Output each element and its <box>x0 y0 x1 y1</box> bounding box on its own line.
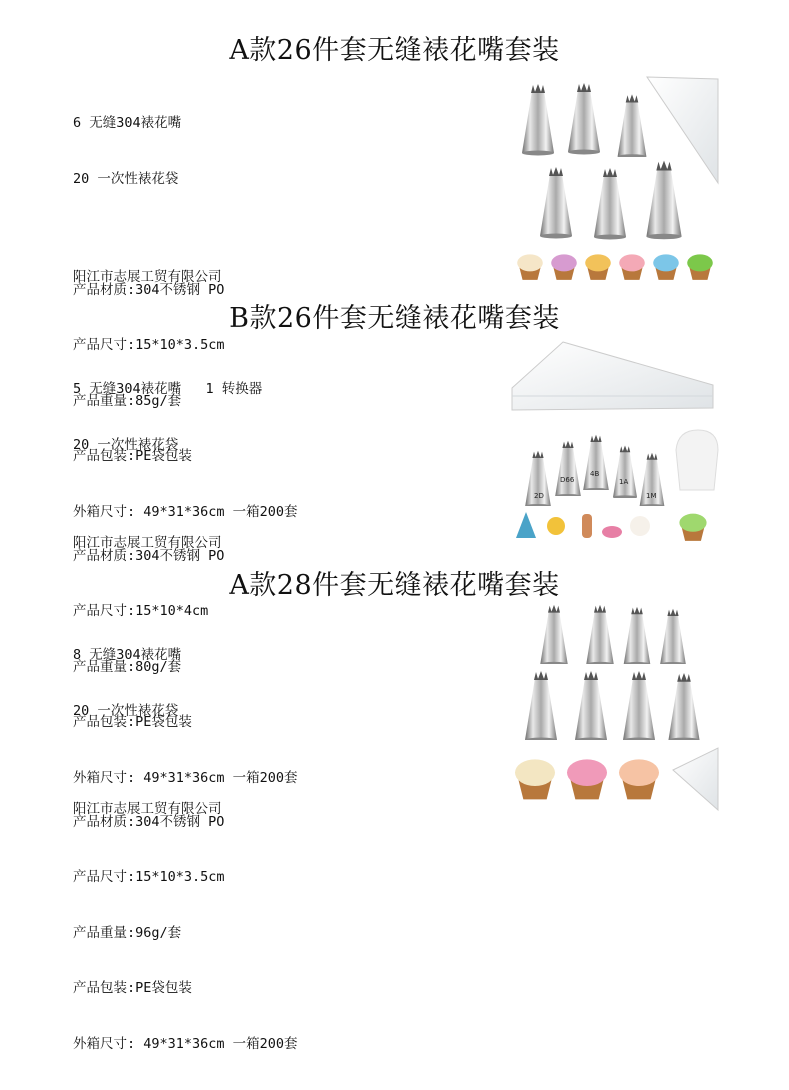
spec-line: 产品重量:96g/套 <box>73 924 182 941</box>
spec-line: 产品包装:PE袋包装 <box>73 448 192 464</box>
spec-line: 产品尺寸:15*10*3.5cm <box>73 337 225 353</box>
spec-line: 外箱尺寸: 49*31*36cm 一箱200套 <box>73 769 298 786</box>
section-3-company: 阳江市志展工贸有限公司 <box>73 801 222 817</box>
nozzle-label: D66 <box>560 476 575 484</box>
spec-line: 产品重量:85g/套 <box>73 392 182 409</box>
spec-line <box>73 491 298 510</box>
section-2-product-photo <box>508 340 720 546</box>
spec-line: 20 一次性裱花袋 <box>73 702 179 719</box>
spec-line: 产品重量:80g/套 <box>73 658 182 675</box>
section-1-company: 阳江市志展工贸有限公司 <box>73 269 222 285</box>
section-1-title: A款26件套无缝裱花嘴套装 <box>229 35 560 66</box>
spec-line: 产品材质:304不锈钢 PO <box>73 547 225 564</box>
nozzle-label: 4B <box>590 470 600 478</box>
spec-line: 20 一次性裱花袋 <box>73 436 179 453</box>
spec-line: 产品包装:PE袋包装 <box>73 980 192 996</box>
spec-line <box>73 225 298 244</box>
spec-line: 产品材质:304不锈钢 PO <box>73 281 225 298</box>
section-3-title: A款28件套无缝裱花嘴套装 <box>229 570 560 601</box>
spec-line: 20 一次性裱花袋 <box>73 170 179 187</box>
spec-line: 产品尺寸:15*10*4cm <box>73 603 209 619</box>
spec-line: 6 无缝304裱花嘴 <box>73 115 182 131</box>
section-2-title: B款26件套无缝裱花嘴套装 <box>229 303 560 334</box>
spec-line: 产品材质:304不锈钢 PO <box>73 813 225 830</box>
nozzle-label: 1A <box>619 478 629 486</box>
spec-line: 外箱尺寸: 49*31*36cm 一箱200套 <box>73 503 298 520</box>
spec-line: 产品尺寸:15*10*3.5cm <box>73 869 225 885</box>
nozzle-label: 1M <box>646 492 657 500</box>
section-2-company: 阳江市志展工贸有限公司 <box>73 535 222 551</box>
spec-line <box>73 757 298 776</box>
spec-line: 5 无缝304裱花嘴 1 转换器 <box>73 381 263 397</box>
spec-line: 8 无缝304裱花嘴 <box>73 647 182 663</box>
spec-line: 产品包装:PE袋包装 <box>73 714 192 730</box>
nozzle-label: 2D <box>534 492 544 500</box>
spec-line: 外箱尺寸: 49*31*36cm 一箱200套 <box>73 1035 298 1052</box>
section-1-product-photo <box>512 75 720 287</box>
section-3-product-photo <box>508 602 720 812</box>
section-3-spec-list <box>73 609 298 1090</box>
